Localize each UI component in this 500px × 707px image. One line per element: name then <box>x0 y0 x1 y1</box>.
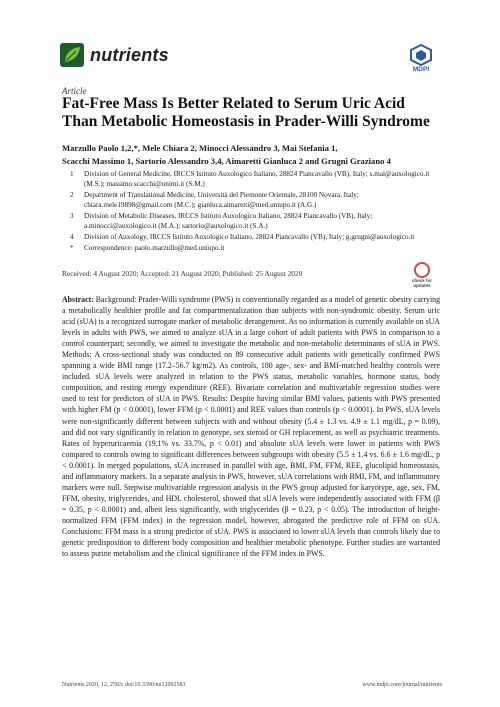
author-list <box>62 142 442 168</box>
check-for-updates-button[interactable] <box>404 262 440 292</box>
affiliations <box>70 170 444 256</box>
journal-logo[interactable] <box>60 43 169 67</box>
publisher-name: MDPI <box>412 66 430 73</box>
abstract-label: Abstract: <box>62 295 94 304</box>
correspondence <box>70 244 444 254</box>
check-updates-label: updates <box>413 283 431 288</box>
affiliation-item <box>70 190 444 210</box>
affiliation-number: 1 <box>70 170 74 178</box>
affiliation-text: Division of General Medicine, IRCCS Istituto Auxologico Italiano, 28824 Piancavallo (VB), Italy; s.mai@auxologico.it (M.S.); massimo.scacchi@unimi.it (S.M.) <box>84 170 430 188</box>
mdpi-hex-icon <box>409 44 433 66</box>
affiliation-number: 4 <box>70 232 74 241</box>
affiliation-number: 3 <box>70 211 74 220</box>
correspondence-text: Correspondence: paolo.marzullo@med.uniupo.it <box>84 244 225 253</box>
leaf-icon <box>60 43 84 67</box>
author-line: Scacchi Massimo 1, Sartorio Alessandro 3,4, Aimaretti Gianluca 2 and Grugni Graziano 4 <box>62 156 391 166</box>
correspondence-marker: * <box>70 244 74 253</box>
affiliation-number: 2 <box>70 190 74 199</box>
journal-url-link[interactable]: www.mdpi.com/journal/nutrients <box>362 682 442 688</box>
affiliation-text: Department of Translational Medicine, Università del Piemonte Orientale, 28100 Novara, Italy; chiara.mele19898@gmail.com (M.C.); gianluca.aimaretti@med.uniupo.it (A.G.) <box>84 190 359 209</box>
article-type: Article <box>62 86 87 96</box>
abstract-text: Background: Prader-Willi syndrome (PWS) is conventionally regarded as a model of genetic obesity carrying a metabolically healthier profile and fat compartmentalization than subjects with non-syndromic obesity. Serum uric acid (sUA) is a recognized surrogate marker of metabolic derangement. As no information is currently available on sUA levels in adults with PWS, we aimed to analyze sUA in a large cohort of adult patients with PWS in comparison to a control counterpart; secondly, we aimed to investigate the metabolic and non-metabolic determinants of sUA in PWS. Methods: A cross-sectional study was conducted on 89 consecutive adult patients with genetically confirmed PWS spanning a wide BMI range (17.2–56.7 kg/m2). As controls, 180 age-, sex- and BMI-matched healthy controls were included. sUA levels were analyzed in relation to the PWS status, metabolic variables, hormone status, body composition, and resting energy expenditure (REE). Bivariate correlation and multivariable regression studies were used to test for predictors of sUA in PWS. Results: Despite having similar BMI values, patients with PWS presented with higher FM (p < 0.0001), lower FFM (p < 0.0001) and REE values than controls (p < 0.0001). In PWS, sUA levels were non-significantly different between subjects with and without obesity (5.4 ± 1.3 vs. 4.9 ± 1.1 mg/dL, p = 0.09), and did not vary significantly in relation to genotype, sex steroid or GH replacement, as well as psychiatric treatments. Rates of hyperuricaemia (19.1% vs. 33.7%, p < 0.01) and absolute sUA levels were lower in patients with PWS compared to controls owing to significant differences between subgroups with obesity (5.5 ± 1.4 vs. 6.6 ± 1.6 mg/dL, p < 0.0001). In merged populations, sUA increased in parallel with age, BMI, FM, FFM, REE, glucolipid homeostasis, and inflammatory markers. In a separate analysis in PWS, however, sUA correlations with BMI, FM, and inflammatory markers were null. Stepwise multivariable regression analysis in the PWS group adjusted for karyotype, age, sex, FM, FFM, obesity, triglycerides, and HDL cholesterol, showed that sUA levels were independently associated with FFM (β = 0.35, p < 0.0001) and, albeit less significantly, with triglycerides (β = 0.23, p < 0.05). The introduction of height-normalized FFM (FFM index) in the regression model, however, abrogated the predictive role of FFM on sUA. Conclusions: FFM mass is a strong predictor of sUA. PWS is associated to lower sUA levels than controls likely due to genetic predisposition to different body composition and healthier metabolic phenotype. Further studies are warranted to assess purine metabolism and the clinical significance of the FFM index in PWS. <box>62 295 440 559</box>
abstract <box>62 294 440 559</box>
affiliation-item <box>70 211 444 231</box>
affiliation-item <box>70 232 444 243</box>
affiliation-item <box>70 170 444 189</box>
affiliation-text: Division of Metabolic Diseases, IRCCS Istituto Auxologico Italiano, 28824 Piancavallo (VB), Italy; a.minocci@auxologico.it (M.A.); sartorio@auxologico.it (S.A.) <box>84 211 373 230</box>
article-title: Fat-Free Mass Is Better Related to Serum Uric Acid Than Metabolic Homeostasis in Prader-Willi Syndrome <box>62 95 430 130</box>
mdpi-logo[interactable] <box>409 44 433 73</box>
check-updates-label: check for <box>411 278 432 283</box>
author-line: Marzullo Paolo 1,2,*, Mele Chiara 2, Minocci Alessandro 3, Mai Stefania 1, <box>62 143 338 153</box>
citation: Nutrients 2020, 12, 2583; doi:10.3390/nu12092583 <box>62 682 186 688</box>
journal-name: nutrients <box>90 44 169 65</box>
publication-dates: Received: 4 August 2020; Accepted: 21 August 2020; Published: 25 August 2020 <box>62 269 303 278</box>
check-updates-icon <box>414 262 430 278</box>
affiliation-text: Division of Auxology, IRCCS Istituto Auxologico Italiano, 28824 Piancavallo (VB), Italy; g.grugni@auxologico.it <box>84 232 415 241</box>
